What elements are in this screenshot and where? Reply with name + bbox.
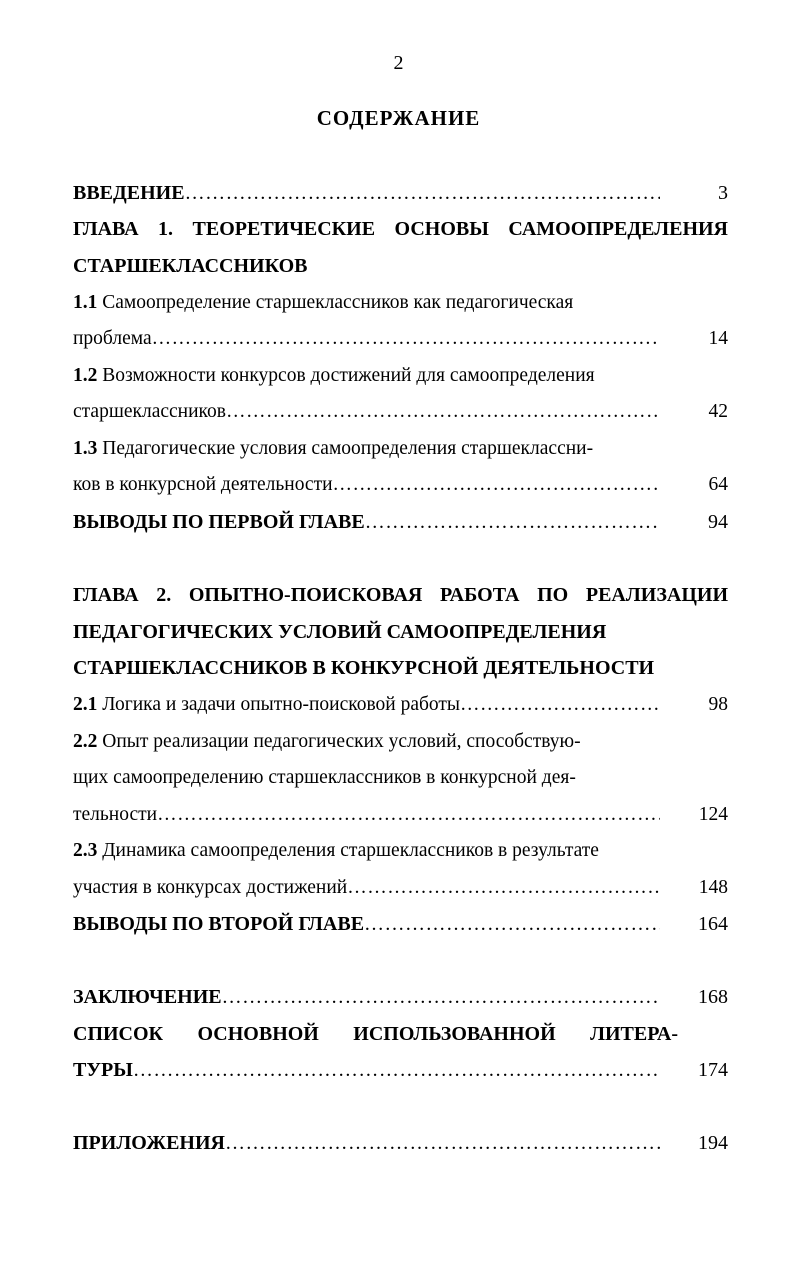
leader-dots — [364, 909, 660, 939]
leader-dots — [225, 1128, 660, 1158]
toc-entry-bibliography-line-2[interactable] — [73, 1055, 728, 1085]
section-number: 2.2 — [73, 731, 98, 752]
toc-entry-conclusions-1[interactable] — [73, 507, 728, 537]
leader-dots — [185, 178, 660, 208]
section-title-cont: участия в конкурсах достижений — [73, 877, 348, 898]
toc-entry-label: ВЫВОДЫ ПО ВТОРОЙ ГЛАВЕ — [73, 913, 365, 935]
toc-chapter-1-line-2[interactable]: СТАРШЕКЛАССНИКОВ — [73, 255, 308, 277]
toc-section-1-3-line-2[interactable] — [73, 470, 728, 500]
toc-entry-intro[interactable] — [73, 178, 728, 208]
toc-page-number: 124 — [698, 804, 728, 825]
toc-chapter-1-line-1[interactable]: ГЛАВА 1. ТЕОРЕТИЧЕСКИЕ ОСНОВЫ САМООПРЕДЕЛЕНИЯ — [73, 218, 728, 240]
toc-entry-conclusions-2[interactable] — [73, 909, 728, 939]
leader-dots — [222, 982, 660, 1012]
section-title-cont: ков в конкурсной деятельности — [73, 474, 333, 495]
toc-page-number: 148 — [698, 877, 728, 898]
toc-page-number: 94 — [708, 511, 728, 533]
toc-entry-label: ВВЕДЕНИЕ — [73, 182, 185, 204]
toc-page-number: 14 — [708, 328, 728, 349]
toc-section-1-2-line-2[interactable] — [73, 397, 728, 427]
section-title: Динамика самоопределения старшеклассников в результате — [97, 840, 599, 861]
section-number: 2.1 — [73, 694, 98, 715]
section-title-cont: старшеклассников — [73, 401, 226, 422]
toc-entry-label: ВЫВОДЫ ПО ПЕРВОЙ ГЛАВЕ — [73, 511, 365, 533]
toc-page-number: 42 — [708, 401, 728, 422]
toc-page-number: 64 — [708, 474, 728, 495]
toc-section-1-1-line-1[interactable] — [73, 288, 728, 318]
toc-chapter-2-line-2[interactable]: ПЕДАГОГИЧЕСКИХ УСЛОВИЙ САМООПРЕДЕЛЕНИЯ — [73, 621, 607, 643]
leader-dots — [347, 873, 660, 903]
leader-dots — [460, 690, 660, 720]
page-number: 2 — [393, 52, 404, 74]
leader-dots — [365, 507, 660, 537]
toc-section-2-2-line-3[interactable] — [73, 800, 728, 830]
toc-page-number: 194 — [698, 1132, 728, 1154]
toc-page-number: 168 — [698, 986, 728, 1008]
toc-entry-label: ПРИЛОЖЕНИЯ — [73, 1132, 225, 1154]
section-number: 2.3 — [73, 840, 98, 861]
leader-dots — [226, 397, 660, 427]
toc-chapter-2-line-1[interactable]: ГЛАВА 2. ОПЫТНО-ПОИСКОВАЯ РАБОТА ПО РЕАЛИЗАЦИИ — [73, 584, 728, 606]
toc-page-number: 3 — [718, 182, 728, 204]
toc-entry-label: ЗАКЛЮЧЕНИЕ — [73, 986, 222, 1008]
section-title-cont: проблема — [73, 328, 152, 349]
section-title: Опыт реализации педагогических условий, способствую- — [97, 731, 581, 752]
section-title: Логика и задачи опытно-поисковой работы — [97, 694, 461, 715]
section-number: 1.2 — [73, 365, 98, 386]
toc-page-number: 164 — [698, 913, 728, 935]
toc-entry-conclusion[interactable] — [73, 982, 728, 1012]
toc-page-number: 98 — [708, 694, 728, 715]
toc-entry-label: ТУРЫ — [73, 1059, 133, 1081]
toc-entry-appendix[interactable] — [73, 1128, 728, 1158]
leader-dots — [333, 470, 660, 500]
section-title: Педагогические условия самоопределения старшеклассни- — [97, 438, 594, 459]
toc-section-2-1[interactable] — [73, 690, 728, 720]
toc-section-2-2-line-1[interactable] — [73, 727, 728, 757]
toc-section-1-1-line-2[interactable] — [73, 324, 728, 354]
toc-page-number: 174 — [698, 1059, 728, 1081]
toc-section-2-3-line-2[interactable] — [73, 873, 728, 903]
leader-dots — [152, 324, 660, 354]
section-title: Самоопределение старшеклассников как педагогическая — [97, 292, 574, 313]
toc-chapter-2-line-3[interactable]: СТАРШЕКЛАССНИКОВ В КОНКУРСНОЙ ДЕЯТЕЛЬНОСТИ — [73, 657, 655, 679]
section-title-cont: тельности — [73, 804, 158, 825]
toc-section-2-2-line-2[interactable]: щих самоопределению старшеклассников в конкурсной дея- — [73, 767, 576, 788]
leader-dots — [157, 800, 660, 830]
section-number: 1.3 — [73, 438, 98, 459]
toc-section-2-3-line-1[interactable] — [73, 836, 728, 866]
toc-section-1-3-line-1[interactable] — [73, 434, 728, 464]
toc-entry-bibliography-line-1[interactable]: СПИСОК ОСНОВНОЙ ИСПОЛЬЗОВАННОЙ ЛИТЕРА- — [73, 1023, 678, 1045]
section-title: Возможности конкурсов достижений для самоопределения — [97, 365, 595, 386]
toc-section-1-2-line-1[interactable] — [73, 361, 728, 391]
leader-dots — [133, 1055, 660, 1085]
section-number: 1.1 — [73, 292, 98, 313]
page-title: СОДЕРЖАНИЕ — [316, 106, 481, 130]
